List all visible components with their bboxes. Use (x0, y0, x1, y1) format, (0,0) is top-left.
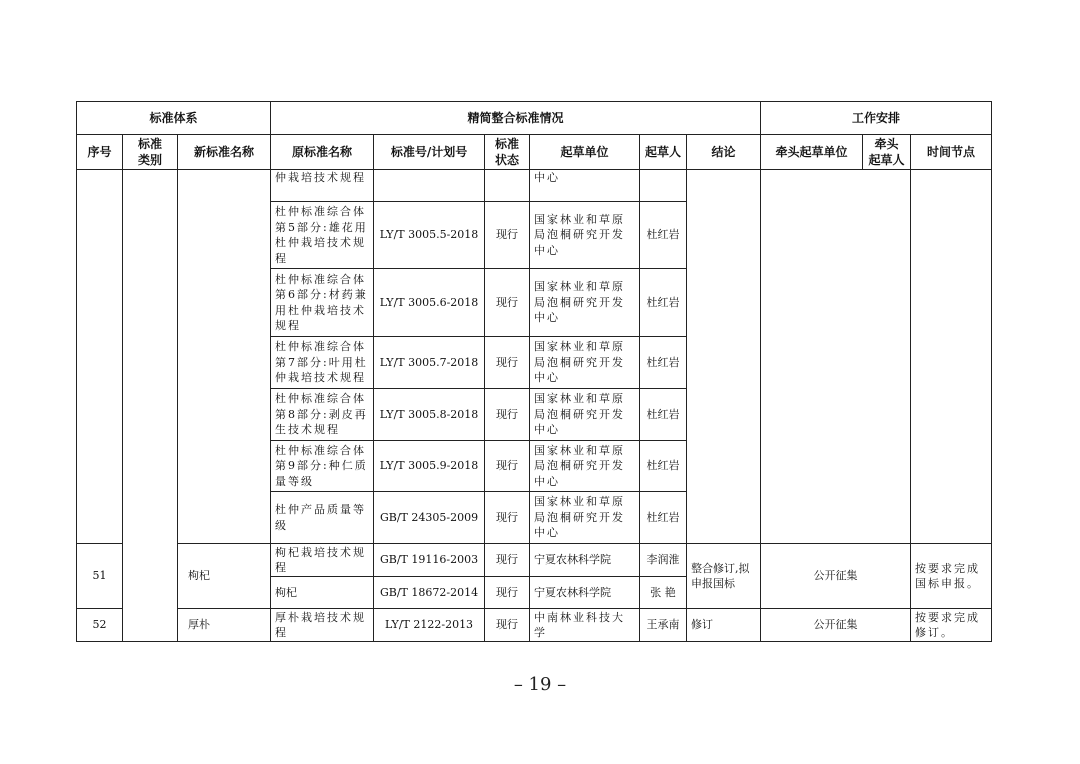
col-header-new-name: 新标准名称 (178, 135, 271, 170)
cell-orig-name: 杜仲产品质量等级 (271, 492, 374, 544)
cell-new-name: 厚朴 (178, 609, 271, 642)
cell-conclusion: 修订 (687, 609, 761, 642)
cell-code: LY/T 2122-2013 (374, 609, 485, 642)
cell-code: LY/T 3005.9-2018 (374, 441, 485, 492)
col-header-person: 起草人 (640, 135, 687, 170)
table-row (77, 544, 992, 577)
cell-lead-unit: 公开征集 (761, 544, 911, 609)
cell-person: 李润淮 (640, 544, 687, 577)
cell-person: 杜红岩 (640, 337, 687, 389)
cell-time-empty (911, 170, 992, 544)
cell-orig-name: 厚朴栽培技术规程 (271, 609, 374, 642)
cell-status: 现行 (485, 577, 530, 609)
cell-status: 现行 (485, 492, 530, 544)
cell-code: LY/T 3005.6-2018 (374, 269, 485, 337)
col-header-lead-person: 牵头 起草人 (863, 135, 911, 170)
cell-category-empty (123, 170, 178, 642)
cell-new-name: 枸杞 (178, 544, 271, 609)
cell-person: 王承南 (640, 609, 687, 642)
standards-table (76, 101, 992, 642)
cell-unit: 国家林业和草原局泡桐研究开发中心 (530, 337, 640, 389)
col-header-time: 时间节点 (911, 135, 992, 170)
col-header-no: 序号 (77, 135, 123, 170)
cell-code: GB/T 19116-2003 (374, 544, 485, 577)
cell-status (485, 170, 530, 202)
cell-unit: 国家林业和草原局泡桐研究开发中心 (530, 389, 640, 441)
cell-person: 张 艳 (640, 577, 687, 609)
cell-status: 现行 (485, 337, 530, 389)
cell-unit: 国家林业和草原局泡桐研究开发中心 (530, 492, 640, 544)
cell-orig-name: 枸杞栽培技术规程 (271, 544, 374, 577)
col-header-lead-unit: 牵头起草单位 (761, 135, 863, 170)
cell-orig-name: 杜仲标准综合体第8部分:剥皮再生技术规程 (271, 389, 374, 441)
cell-person: 杜红岩 (640, 389, 687, 441)
cell-unit: 国家林业和草原局泡桐研究开发中心 (530, 269, 640, 337)
cell-unit: 宁夏农林科学院 (530, 544, 640, 577)
col-header-orig-name: 原标准名称 (271, 135, 374, 170)
cell-unit: 国家林业和草原局泡桐研究开发中心 (530, 202, 640, 269)
cell-status: 现行 (485, 441, 530, 492)
cell-unit: 中南林业科技大学 (530, 609, 640, 642)
col-header-unit: 起草单位 (530, 135, 640, 170)
cell-person: 杜红岩 (640, 492, 687, 544)
cell-orig-name: 仲栽培技术规程 (271, 170, 374, 202)
cell-no-empty (77, 170, 123, 544)
group-header-row (77, 102, 992, 135)
cell-orig-name: 杜仲标准综合体第6部分:材药兼用杜仲栽培技术规程 (271, 269, 374, 337)
cell-no: 52 (77, 609, 123, 642)
table-row (77, 170, 992, 202)
cell-person: 杜红岩 (640, 269, 687, 337)
cell-orig-name: 枸杞 (271, 577, 374, 609)
cell-code (374, 170, 485, 202)
page-number: – 19 – (513, 674, 567, 695)
table-row (77, 609, 992, 642)
cell-status: 现行 (485, 544, 530, 577)
cell-code: GB/T 24305-2009 (374, 492, 485, 544)
cell-status: 现行 (485, 202, 530, 269)
col-header-conclusion: 结论 (687, 135, 761, 170)
col-header-code: 标准号/计划号 (374, 135, 485, 170)
cell-lead-empty (761, 170, 911, 544)
cell-no: 51 (77, 544, 123, 609)
cell-person: 杜红岩 (640, 441, 687, 492)
cell-status: 现行 (485, 609, 530, 642)
cell-status: 现行 (485, 389, 530, 441)
cell-code: LY/T 3005.5-2018 (374, 202, 485, 269)
column-header-row (77, 135, 992, 170)
cell-unit: 国家林业和草原局泡桐研究开发中心 (530, 441, 640, 492)
cell-unit: 宁夏农林科学院 (530, 577, 640, 609)
cell-new-name-empty (178, 170, 271, 544)
cell-person (640, 170, 687, 202)
cell-code: LY/T 3005.8-2018 (374, 389, 485, 441)
cell-code: GB/T 18672-2014 (374, 577, 485, 609)
group-streamlined-situation: 精简整合标准情况 (271, 102, 761, 135)
cell-time: 按要求完成修订。 (911, 609, 992, 642)
cell-orig-name: 杜仲标准综合体第7部分:叶用杜仲栽培技术规程 (271, 337, 374, 389)
cell-conclusion: 整合修订,拟申报国标 (687, 544, 761, 609)
cell-status: 现行 (485, 269, 530, 337)
cell-lead-unit: 公开征集 (761, 609, 911, 642)
col-header-category: 标准 类别 (123, 135, 178, 170)
cell-time: 按要求完成国标申报。 (911, 544, 992, 609)
cell-orig-name: 杜仲标准综合体第5部分:雄花用杜仲栽培技术规程 (271, 202, 374, 269)
cell-orig-name: 杜仲标准综合体第9部分:种仁质量等级 (271, 441, 374, 492)
group-work-arrangement: 工作安排 (761, 102, 992, 135)
group-standard-system: 标准体系 (77, 102, 271, 135)
cell-code: LY/T 3005.7-2018 (374, 337, 485, 389)
cell-unit: 中心 (530, 170, 640, 202)
cell-person: 杜红岩 (640, 202, 687, 269)
cell-conclusion-empty (687, 170, 761, 544)
col-header-status: 标准 状态 (485, 135, 530, 170)
